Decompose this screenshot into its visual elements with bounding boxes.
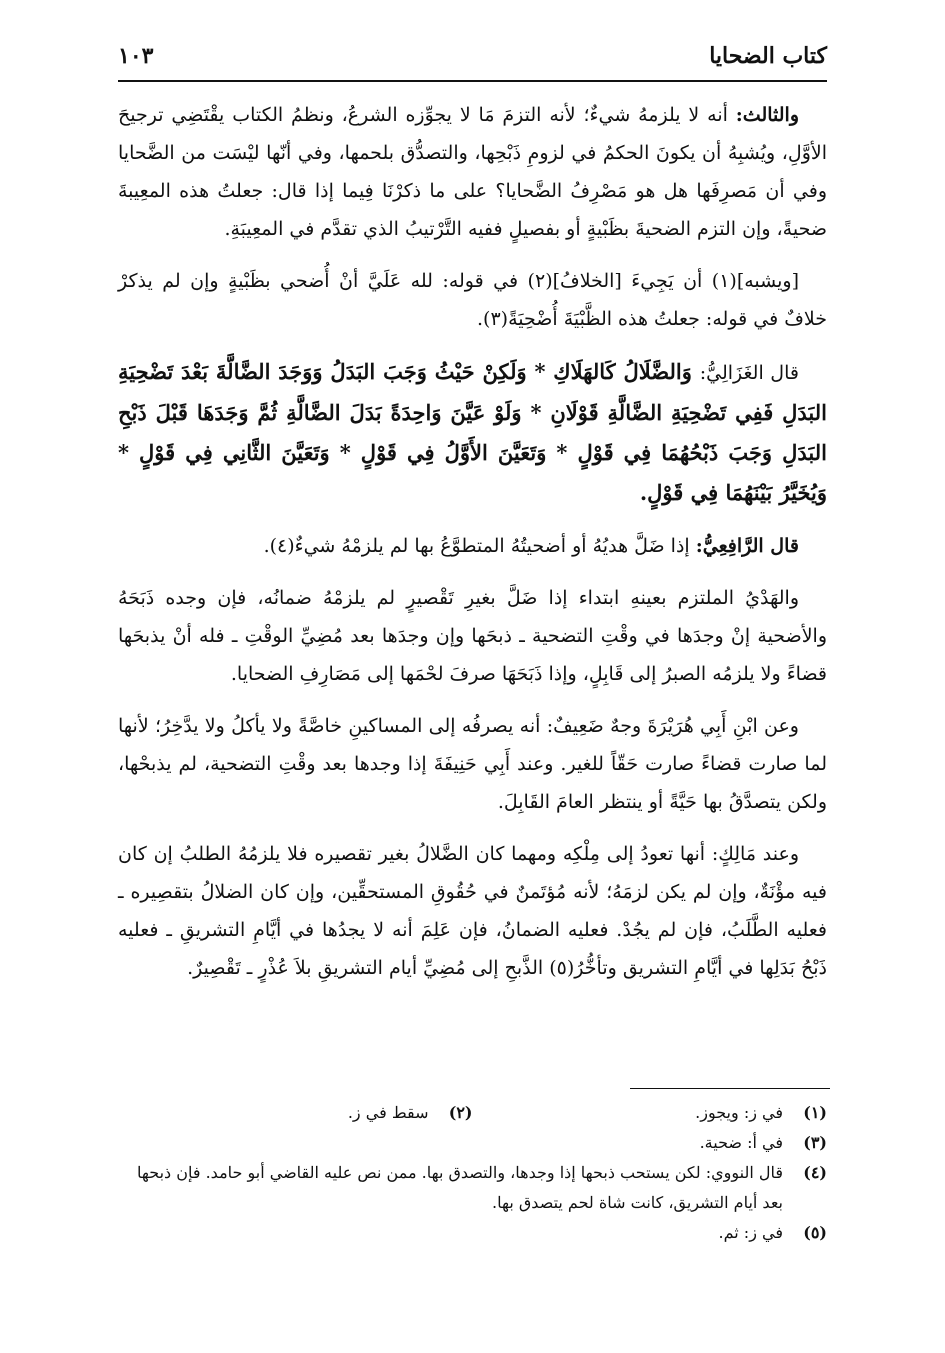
paragraph-rafii [118, 527, 827, 565]
paragraph-third-opinion [118, 96, 827, 248]
page-number: ١٠٣ [118, 43, 154, 69]
footnotes [118, 1098, 827, 1248]
paragraph-text: أنه لا يلزمهُ شيءٌ؛ لأنه التزمَ مَا لا يجوِّزه الشرعُ، ونظمُ الكتاب يقْتَضِي ترجيحَ الأوَّلِ، ويُشبِهُ أن يكونَ الحكمُ في لزومِ ذَبْحِها، والتصدُّق بلحمها، وفي أنّها ليْسَت من الضَّحايا وفي أن مَصرِفَها هل هو مَصْرِفُ الضَّحايا؟ على ما ذكرْنَا فِيما إذا قال: جعلتُ هذه المعِيبةَ ضحيةً، وإن التزم الضحيةَ بظَبْيةٍ أو بفصيلٍ ففيه التَّرْتيبُ الذي تقدَّم في المعِيبَةِ. [118, 104, 828, 240]
page-header [118, 32, 827, 82]
paragraph-text: وعند مَالِكٍ: أنها تعودُ إلى مِلْكِه ومهما كان الضَّلالُ بغير تقصيره فلا يلزمُهُ الطلبُ إن كان فيه مؤْنَةٌ، وإن لم يكن لزمَهُ؛ لأنه مُؤتَمنٌ في حُقُوقِ المستحقِّين، وإن كان الضلالُ بتقصِيره ـ فعليه الطَّلَبُ، فإن لم يجُدْ. فعليه الضمانُ، فإن عَلِمَ أنه لا يجدُها في أيَّامِ التشريقِ ـ فعليه ذَبْحُ بَدَلِها في أيَّامِ التشريق وتأخُّرُ(٥) الذَّبحِ إلى مُضِيِّ أيام التشريقِ بلاَ عُذْرٍ ـ تَقْصِيرٌ. [118, 843, 827, 979]
footnote-text: قال النووي: لكن يستحب ذبحها إذا وجدها، والتصدق بها. ممن نص عليه القاضي أبو حامد. فإن ذبحها بعد أيام التشريق، كانت شاة لحم يتصدق بها. [136, 1163, 783, 1212]
footnote-text: في ز: ثم. [718, 1223, 783, 1242]
footnote-2 [118, 1098, 473, 1128]
footnote-text: سقط في ز. [347, 1103, 429, 1122]
paragraph-text: والهَدْيُ الملتزم بعينهِ ابتداء إذا ضَلَّ بغيرِ تَقْصيرٍ لم يلزمْهُ ضمانُه، فإن وجده ذَبَحَهُ والأضحية إنْ وجدَها في وقْتِ التضحية ـ ذبحَها وإن وجدَها بعد مُضِيِّ الوقْتِ ـ فله أنْ يذبحَها قضاءً ولا يلزمُه الصبرُ إلى قَابِلٍ، وإذا ذَبَحَهَا صرفَ لحْمَها إلى مَصَارِفِ الضحايا. [118, 587, 827, 685]
footnote-divider [630, 1088, 830, 1089]
footnote-4 [118, 1158, 827, 1218]
paragraph-text: [ويشبه](١) أن يَجِيءَ [الخلافُ](٢) في قوله: لله عَلَيَّ أنْ أُضحي بظَبْيةٍ وإن لم يذكرْ خلافٌ في قوله: جعلتُ هذه الظَّبْيَةَ أُضْحِيَةً(٣). [118, 270, 827, 330]
footnote-number: (٤) [803, 1163, 827, 1182]
footnote-5 [118, 1218, 827, 1248]
paragraph-text: إذا ضَلَّ هديُهُ أو أضحيتُهُ المتطوَّعُ بها لم يلزمْهُ شيءٌ(٤). [263, 535, 690, 557]
paragraph-lead: قال الرَّافِعِيُّ: [695, 535, 799, 557]
footnote-number: (١) [803, 1103, 827, 1122]
paragraph-malik [118, 835, 827, 987]
footnote-row [118, 1098, 827, 1128]
footnote-text: في أ: ضحية. [699, 1133, 783, 1152]
paragraph-ghazal-note [118, 262, 827, 338]
paragraph-ghazali-quote [118, 352, 827, 513]
footnote-3 [118, 1128, 827, 1158]
paragraph-lead: قال الغَزَالِيُّ: [699, 362, 799, 384]
footnote-1 [473, 1098, 828, 1128]
paragraph-abu-hurayra [118, 707, 827, 821]
footnote-number: (٢) [448, 1103, 473, 1122]
paragraph-text: وعن ابْنِ أَبِي هُرَيْرَةَ وجهٌ ضَعِيفٌ: أنه يصرفُه إلى المساكينِ خاصَّةً ولا يأكلُ ولا يدَّخِرُ؛ لأنها لما صارت قضاءً صارت حَقّاً للغير. وعند أَبِي حَنِيفَةَ إذا وجدها بعد وقْتِ التضحية، لم يذبحْها، ولكن يتصدَّقُ بها حَيَّةً أو ينتظر العامَ القَابِلَ. [118, 715, 827, 813]
running-title: كتاب الضحايا [709, 43, 827, 69]
footnote-number: (٣) [803, 1133, 827, 1152]
main-text [118, 96, 827, 1001]
footnote-number: (٥) [803, 1223, 827, 1242]
paragraph-text: وَالضَّلَالُ كَالهَلَاكِ * وَلَكِنْ حَيْثُ وَجَبَ البَدَلُ وَوَجَدَ الضَّالَّةَ بَعْدَ تَضْحِيَةِ البَدَلِ فَفِي تَضْحِيَةِ الضَّالَّةِ قَوْلَانِ * وَلَوْ عَيَّنَ وَاحِدَةً بَدَلَ الضَّالَّةِ ثُمَّ وَجَدَهَا قَبْلَ ذَبْحِ البَدَلِ وَجَبَ ذَبْحُهُمَا فِي قَوْلٍ * وَتَعَيَّنَ الأَوَّلُ فِي قَوْلٍ * وَتَعَيَّنَ الثَّانِي فِي قَوْلٍ * وَيُخَيَّرُ بَيْنَهُمَا فِي قَوْلٍ. [118, 359, 827, 505]
paragraph-lead: والثالث: [735, 104, 800, 126]
paragraph-hady [118, 579, 827, 693]
footnote-text: في ز: ويجوز. [695, 1103, 783, 1122]
